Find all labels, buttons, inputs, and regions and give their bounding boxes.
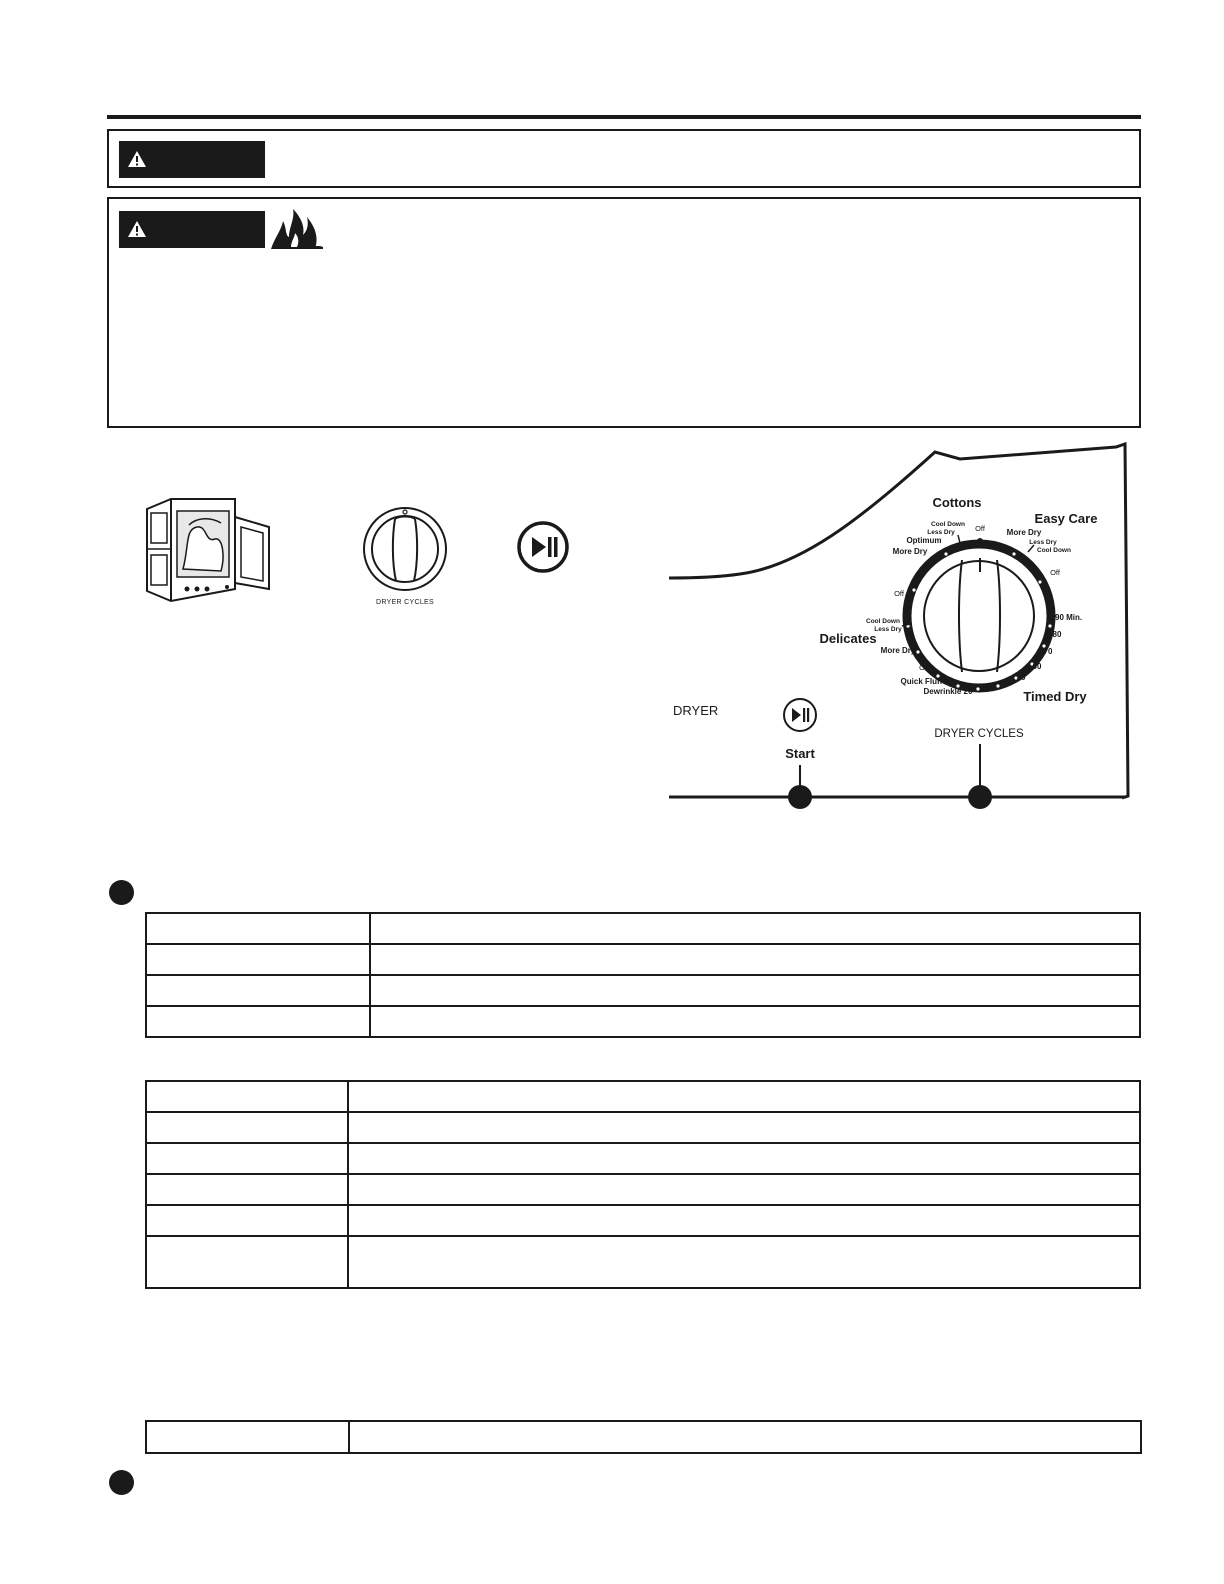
setting-deli-off: Off <box>894 589 904 598</box>
dryer-label: DRYER <box>673 703 719 718</box>
table-row <box>146 1205 1140 1236</box>
table-row <box>146 944 1140 975</box>
small-knob-label-text: DRYER CYCLES <box>376 599 434 606</box>
setting-t90: 90 Min. <box>1055 613 1083 622</box>
setting-easy-more-dry: More Dry <box>1006 528 1042 537</box>
fire-icon <box>269 207 325 256</box>
table-row <box>146 975 1140 1006</box>
setting-easy-off: Off <box>1050 568 1060 577</box>
section-marker-1 <box>109 880 134 905</box>
warning-label-tag <box>119 141 265 178</box>
setting-t40: 40 <box>999 680 1009 689</box>
start-callout-dot <box>788 785 812 809</box>
setting-t30: 30 <box>981 683 991 692</box>
dryer-door-open-illustration <box>141 497 276 612</box>
setting-t50: 50 <box>1016 673 1026 682</box>
setting-dewrinkle: Dewrinkle 20 <box>923 687 973 696</box>
knob-label: DRYER CYCLES <box>934 728 1024 740</box>
table-row <box>146 913 1140 944</box>
setting-cottons-cool-down: Cool Down <box>931 521 965 528</box>
setting-quick-fluff: Quick Fluff 10 <box>900 677 954 686</box>
setting-deli-more-dry: More Dry <box>880 646 916 655</box>
knob-callout-dot <box>968 785 992 809</box>
table-1 <box>145 912 1141 1038</box>
warning-box-1 <box>107 129 1141 188</box>
start-pause-icon <box>516 520 570 579</box>
setting-cottons-off: Off <box>975 524 985 533</box>
setting-t80: 80 <box>1052 630 1062 639</box>
table-row <box>146 1174 1140 1205</box>
warning-label-tag <box>119 211 265 248</box>
cycle-delicates: Delicates <box>819 631 877 646</box>
setting-easy-cool-down: Cool Down <box>1037 547 1071 554</box>
warning-box-2 <box>107 197 1141 428</box>
table-row <box>146 1143 1140 1174</box>
setting-timed-off: Off <box>919 663 929 672</box>
dial-off-dot <box>977 538 983 544</box>
cycle-timed-dry: Timed Dry <box>1023 689 1087 704</box>
setting-cottons-optimum: Optimum <box>906 536 942 545</box>
setting-t70: 70 <box>1043 647 1053 656</box>
dial-inner <box>924 561 1034 671</box>
setting-easy-less-dry: Less Dry <box>1029 539 1057 546</box>
table-row <box>146 1112 1140 1143</box>
table-2 <box>145 1080 1141 1289</box>
cottons-tick <box>958 535 960 543</box>
top-rule <box>107 115 1141 119</box>
section-marker-2 <box>109 1470 134 1495</box>
setting-deli-cool-down: Cool Down <box>866 618 900 625</box>
small-knob-label <box>350 594 460 608</box>
setting-t60: 60 <box>1032 662 1042 671</box>
start-label: Start <box>785 746 815 761</box>
cycle-easy-care: Easy Care <box>1034 511 1098 526</box>
easy-care-tick <box>1028 545 1034 552</box>
setting-deli-less-dry: Less Dry <box>874 626 902 633</box>
control-panel <box>668 440 1136 812</box>
cycle-cottons: Cottons <box>932 495 982 510</box>
setting-cottons-less-dry: Less Dry <box>927 529 955 536</box>
table-row <box>146 1006 1140 1037</box>
warning-triangle-icon <box>127 220 147 243</box>
warning-triangle-icon <box>127 150 147 173</box>
table-row <box>146 1236 1140 1288</box>
dryer-cycles-knob-icon <box>362 507 448 598</box>
table-row <box>146 1421 1141 1453</box>
setting-cottons-more-dry: More Dry <box>892 547 928 556</box>
panel-start-icon <box>784 699 816 731</box>
table-3 <box>145 1420 1142 1454</box>
table-row <box>146 1081 1140 1112</box>
